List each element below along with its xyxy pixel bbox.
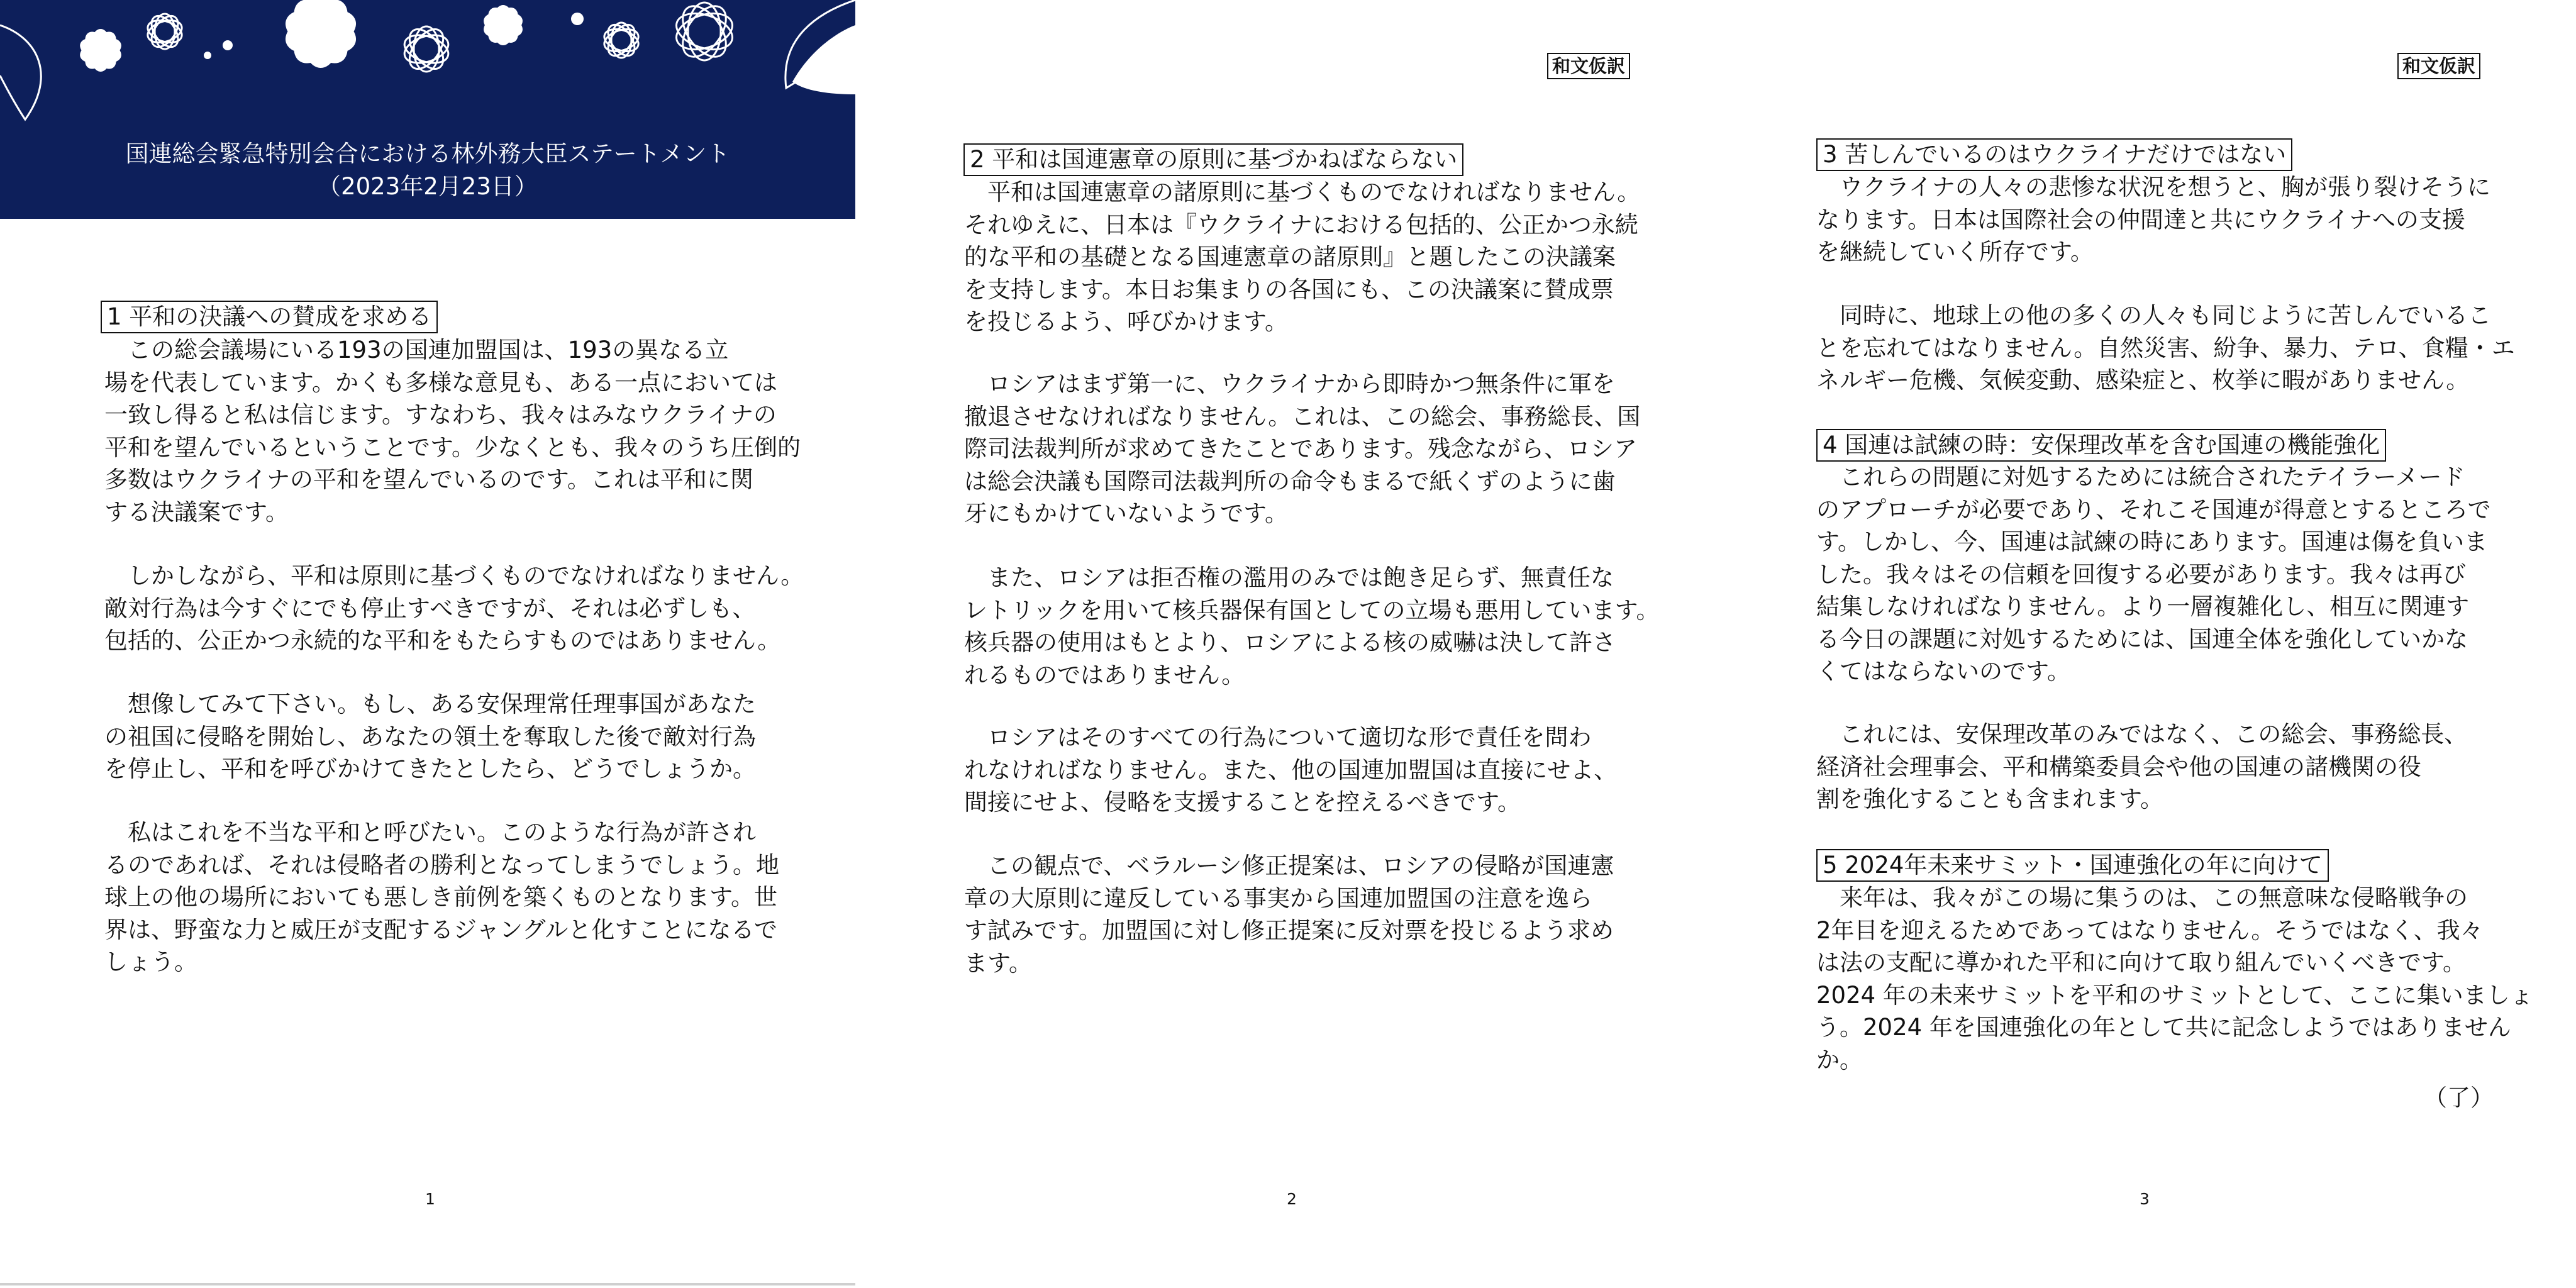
title-banner [0, 0, 855, 219]
paragraph-4-1: これらの問題に対処するためには統合されたテイラーメード のアプローチが必要であり、それこそ国連が得意とするところで す。しかし、今、国連は試練の時にあります。国連は傷を負いま した。我々はその信頼を回復する必要があります。我々は再び 結集しなければなりません。より一層複雑化し、相互に関連す る今日の課題に対処するためには、国連全体を強化していかな くてはならないのです。 [1816, 464, 2491, 685]
document-title: 国連総会緊急特別会合における林外務大臣ステートメント [125, 140, 730, 167]
paragraph-2-4: ロシアはそのすべての行為について適切な形で責任を問わ れなければなりません。また、他の国連加盟国は直接にせよ、 間接にせよ、侵略を支援することを控えるべきです。 [964, 724, 1618, 816]
paragraph-2-1: 平和は国連憲章の諸原則に基づくものでなければなりません。 それゆえに、日本は『ウクライナにおける包括的、公正かつ永続 的な平和の基礎となる国連憲章の諸原則』と題したこの決議案 を支持します。本日お集まりの各国にも、この決議案に賛成票 を投じるよう、呼びかけます。 [964, 179, 1641, 335]
paragraph-2-2: ロシアはまず第一に、ウクライナから即時かつ無条件に軍を 撤退させなければなりません。これは、この総会、事務総長、国 際司法裁判所が求めてきたことであります。残念ながら、ロシア は総会決議も国際司法裁判所の命令もまるで紙くずのように歯 牙にもかけていないようです。 [964, 370, 1641, 527]
document-page-2 [862, 0, 1717, 1288]
paragraph-1-1: この総会議場にいる193の国連加盟国は、193の異なる立 場を代表しています。かくも多様な意見も、ある一点においては 一致し得ると私は信じます。すなわち、我々はみなウクライナの 平和を望んでいるということです。少なくとも、我々のうち圧倒的 多数はウクライナの平和を望んでいるのです。これは平和に関 する決議案です。 [104, 336, 801, 526]
paragraph-1-2: しかしながら、平和は原則に基づくものでなければなりません。 敵対行為は今すぐにでも停止すべきですが、それは必ずしも、 包括的、公正かつ永続的な平和をもたらすものではありません。 [104, 562, 804, 654]
translation-badge: 和文仮訳 [2397, 53, 2480, 79]
paragraph-4-2: これには、安保理改革のみではなく、この総会、事務総長、 経済社会理事会、平和構築委員会や他の国連の諸機関の役 割を強化することも含まれます。 [1816, 721, 2468, 813]
document-page-1 [0, 0, 855, 1288]
section-heading-4: 4 国連は試練の時：安保理改革を含む国連の機能強化 [1816, 429, 2386, 462]
paragraph-2-5: この観点で、ベラルーシ修正提案は、ロシアの侵略が国連憲 章の大原則に違反している事実から国連加盟国の注意を逸ら す試みです。加盟国に対し修正提案に反対票を投じるよう求め ます。 [964, 852, 1614, 977]
page-number: 2 [1287, 1190, 1297, 1208]
page-number: 1 [425, 1190, 435, 1208]
paragraph-5-1: 来年は、我々がこの場に集うのは、この無意味な侵略戦争の 2年目を迎えるためであってはなりません。そうではなく、我々 は法の支配に導かれた平和に向けて取り組んでいくべきです。 2024 年の未来サミットを平和のサミットとして、ここに集いましょ う。2024 年を国連強化の年として共に記念しようではありません か。 [1816, 884, 2533, 1074]
paragraph-1-4: 私はこれを不当な平和と呼びたい。このような行為が許され るのであれば、それは侵略者の勝利となってしまうでしょう。地 球上の他の場所においても悪しき前例を築くものとなります。世 界は、野蛮な力と威圧が支配するジャングルと化すことになるで しょう。 [104, 819, 779, 975]
paragraph-1-3: 想像してみて下さい。もし、ある安保理常任理事国があなた の祖国に侵略を開始し、あなたの領土を奪取した後で敵対行為 を停止し、平和を呼びかけてきたとしたら、どうでしょうか。 [104, 691, 756, 782]
document-date: （2023年2月23日） [318, 173, 538, 200]
paragraph-3-2: 同時に、地球上の他の多くの人々も同じように苦しんでいるこ とを忘れてはなりません。自然災害、紛争、暴力、テロ、食糧・エ ネルギー危機、気候変動、感染症と、枚挙に暇がありません。 [1816, 302, 2515, 394]
translation-badge: 和文仮訳 [1547, 53, 1630, 79]
section-heading-2: 2 平和は国連憲章の原則に基づかねばならない [963, 143, 1463, 176]
paragraph-2-3: また、ロシアは拒否権の濫用のみでは飽き足らず、無責任な レトリックを用いて核兵器保有国としての立場も悪用しています。 核兵器の使用はもとより、ロシアによる核の威嚇は決して許さ れるものではありません。 [964, 564, 1660, 689]
section-heading-3: 3 苦しんでいるのはウクライナだけではない [1816, 138, 2292, 171]
document-page-3 [1714, 0, 2570, 1288]
section-heading-1: 1 平和の決議への賛成を求める [101, 301, 438, 333]
end-mark: （了） [2424, 1084, 2494, 1111]
paragraph-3-1: ウクライナの人々の悲惨な状況を想うと、胸が張り裂けそうに なります。日本は国際社会の仲間達と共にウクライナへの支援 を継続していく所存です。 [1816, 174, 2490, 265]
page-divider [0, 1283, 855, 1285]
section-heading-5: 5 2024年未来サミット・国連強化の年に向けて [1816, 849, 2329, 882]
page-number: 3 [2140, 1190, 2150, 1208]
